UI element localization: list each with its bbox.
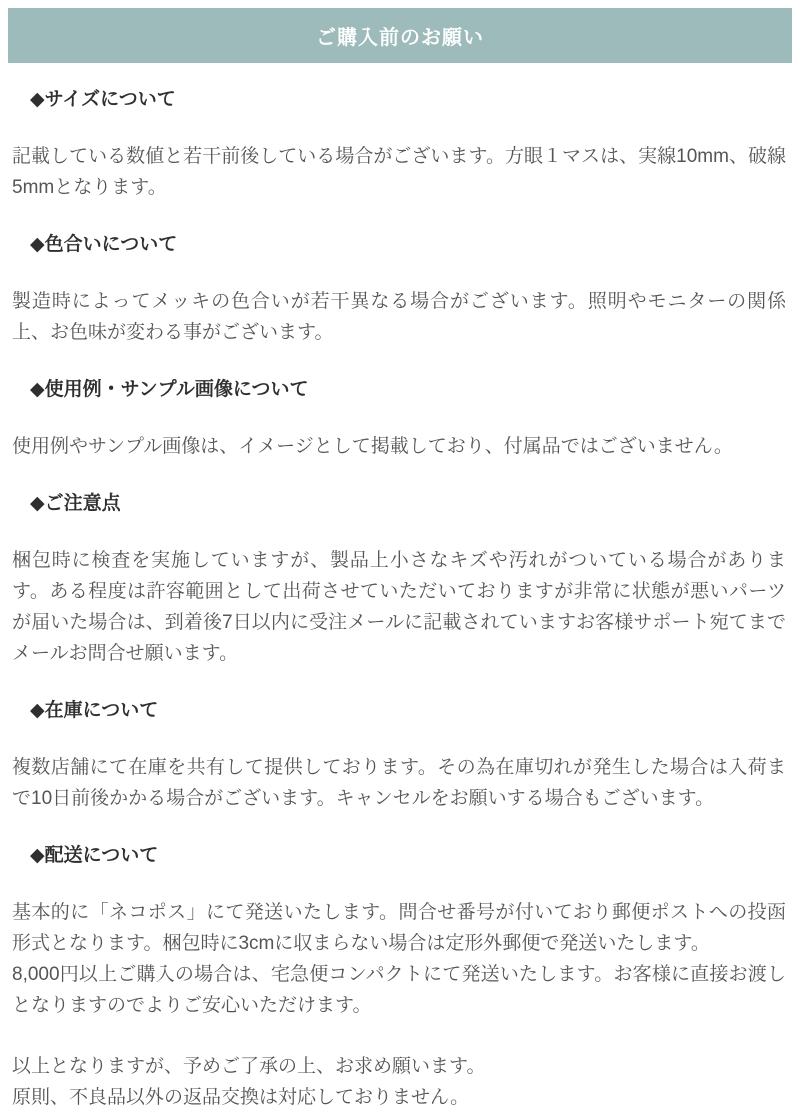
closing-note [12,1051,786,1113]
section-heading-caution: ◆ご注意点 [30,493,121,514]
shipping-line-2: 8,000円以上ご購入の場合は、宅急便コンパクトにて発送いたします。お客様に直接お渡しとなりますのでよりご安心いただけます。 [12,964,786,1016]
closing-line-2: 原則、不良品以外の返品交換は対応しておりません。 [12,1087,470,1108]
section-heading-size: ◆サイズについて [30,89,176,110]
section-body-size: 記載している数値と若干前後している場合がございます。方眼１マスは、実線10mm、破線5mmとなります。 [12,146,786,198]
section-heading-shipping: ◆配送について [30,845,159,866]
purchase-notice-page [0,8,800,1114]
section-heading-stock: ◆在庫について [30,700,159,721]
notice-content [0,88,800,1113]
section-body-stock: 複数店舗にて在庫を共有して提供しております。その為在庫切れが発生した場合は入荷まで10日前後かかる場合がございます。キャンセルをお願いする場合もございます。 [12,757,786,809]
section-body-color: 製造時によってメッキの色合いが若干異なる場合がございます。照明やモニターの関係上、お色味が変わる事がございます。 [12,291,786,343]
page-title: ご購入前のお願い [316,27,484,49]
section-body-shipping [12,897,786,1021]
section-heading-color: ◆色合いについて [30,234,178,255]
section-body-caution: 梱包時に検査を実施していますが、製品上小さなキズや汚れがついている場合があります。ある程度は許容範囲として出荷させていただいておりますが非常に状態が悪いパーツが届いた場合は、到着後7日以内に受注メールに記載されていますお客様サポート宛てまでメールお問合せ願います。 [12,550,786,664]
page-header [8,8,792,63]
closing-line-1: 以上となりますが、予めご了承の上、お求め願います。 [12,1056,486,1077]
section-body-sample-images: 使用例やサンプル画像は、イメージとして掲載しており、付属品ではございません。 [12,436,733,457]
shipping-line-1: 基本的に「ネコポス」にて発送いたします。問合せ番号が付いており郵便ポストへの投函形式となります。梱包時に3cmに収まらない場合は定形外郵便で発送いたします。 [12,902,786,954]
section-heading-sample-images: ◆使用例・サンプル画像について [30,379,309,400]
